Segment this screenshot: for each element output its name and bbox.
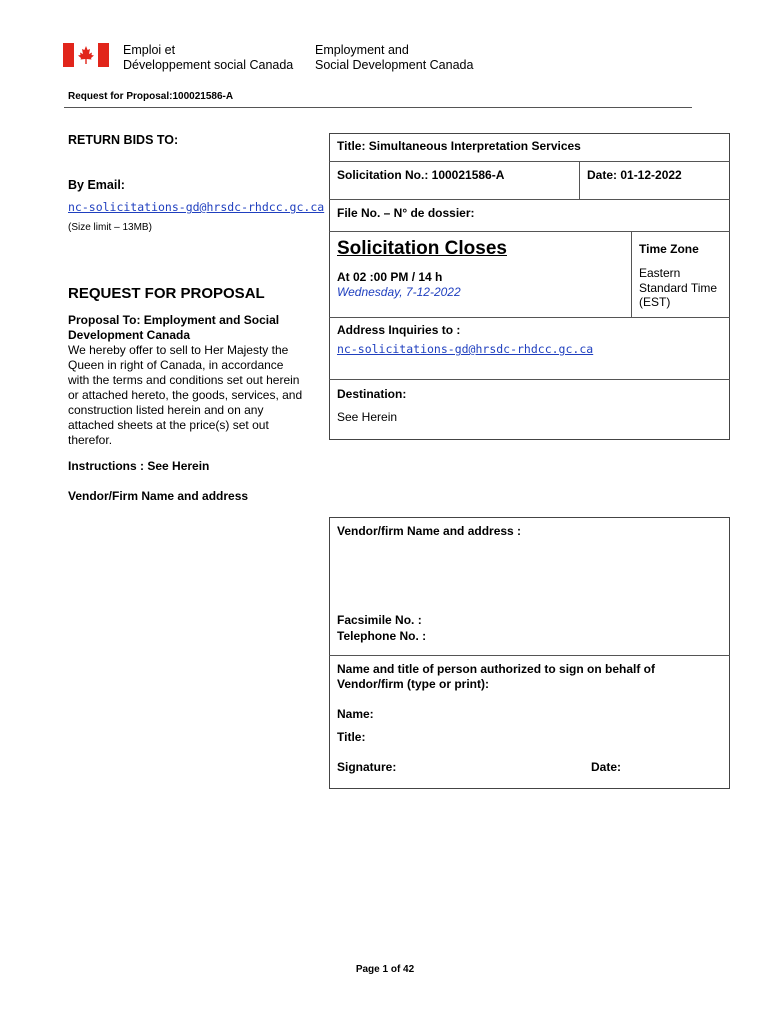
signature-date-label: Date: [591,760,622,774]
vendor-name-address-label: Vendor/firm Name and address : [337,524,522,538]
dept-name-en [315,43,473,73]
time-zone-value [639,266,717,310]
proposal-block [68,313,318,448]
name-label: Name: [337,707,374,721]
offer-line: attached sheets at the price(s) set out [68,418,269,432]
time-zone-line: Eastern [639,266,681,280]
destination-value: See Herein [337,410,398,424]
header-divider [64,107,692,108]
offer-line: We hereby offer to sell to Her Majesty the [68,343,289,357]
row-divider [329,231,730,232]
row-divider [329,161,730,162]
time-zone-label: Time Zone [639,242,699,256]
col-divider [579,161,580,199]
solicitation-closes-heading: Solicitation Closes [337,238,507,259]
telephone-label: Telephone No. : [337,629,427,643]
return-bids-label: RETURN BIDS TO: [68,133,179,147]
title-field: Title: Simultaneous Interpretation Services [337,139,581,153]
offer-line: therefor. [68,433,113,447]
authorized-line2: Vendor/firm (type or print): [337,677,490,691]
inquiry-email-link[interactable]: nc-solicitations-gd@hrsdc-rhdcc.gc.ca [337,342,594,356]
by-email-label: By Email: [68,178,125,192]
offer-line: construction listed herein and on any [68,403,264,417]
destination-label: Destination: [337,387,407,401]
return-email-link[interactable]: nc-solicitations-gd@hrsdc-rhdcc.gc.ca [68,200,325,214]
vendor-box [329,517,730,789]
vendor-heading: Vendor/Firm Name and address [68,489,249,503]
file-number: File No. – N° de dossier: [337,206,475,220]
close-time: At 02 :00 PM / 14 h [337,270,443,284]
dept-en-line1: Employment and [315,43,409,57]
row-divider [329,655,730,656]
proposal-to-line1: Proposal To: Employment and Social [68,313,280,327]
close-date: Wednesday, 7-12-2022 [337,285,461,299]
time-zone-line: (EST) [639,295,671,309]
rfp-reference: Request for Proposal:100021586-A [68,91,234,102]
time-zone-line: Standard Time [639,280,718,295]
row-divider [329,379,730,380]
dept-en-line2: Social Development Canada [315,58,474,72]
canada-flag-icon [63,43,109,67]
authorized-person-label [337,662,655,692]
facsimile-label: Facsimile No. : [337,613,422,627]
title-label: Title: [337,730,366,744]
solicitation-number: Solicitation No.: 100021586-A [337,168,505,182]
signature-label: Signature: [337,760,397,774]
rfp-heading: REQUEST FOR PROPOSAL [68,285,265,302]
size-limit-note: (Size limit – 13MB) [68,222,152,233]
dept-fr-line2: Développement social Canada [123,58,294,72]
proposal-to-line2: Development Canada [68,328,191,342]
offer-line: with the terms and conditions set out herein [68,373,300,387]
address-inquiries-label: Address Inquiries to : [337,323,461,337]
page-number: Page 1 of 42 [355,964,415,975]
instructions-label: Instructions : See Herein [68,459,210,473]
offer-line: or attached hereto, the goods, services, and [68,388,303,402]
row-divider [329,317,730,318]
row-divider [329,199,730,200]
dept-name-fr [123,43,293,73]
authorized-line1: Name and title of person authorized to sign on behalf of [337,662,656,676]
solicitation-date: Date: 01-12-2022 [587,168,682,182]
dept-fr-line1: Emploi et [123,43,176,57]
offer-line: Queen in right of Canada, in accordance [68,358,284,372]
col-divider [631,231,632,317]
